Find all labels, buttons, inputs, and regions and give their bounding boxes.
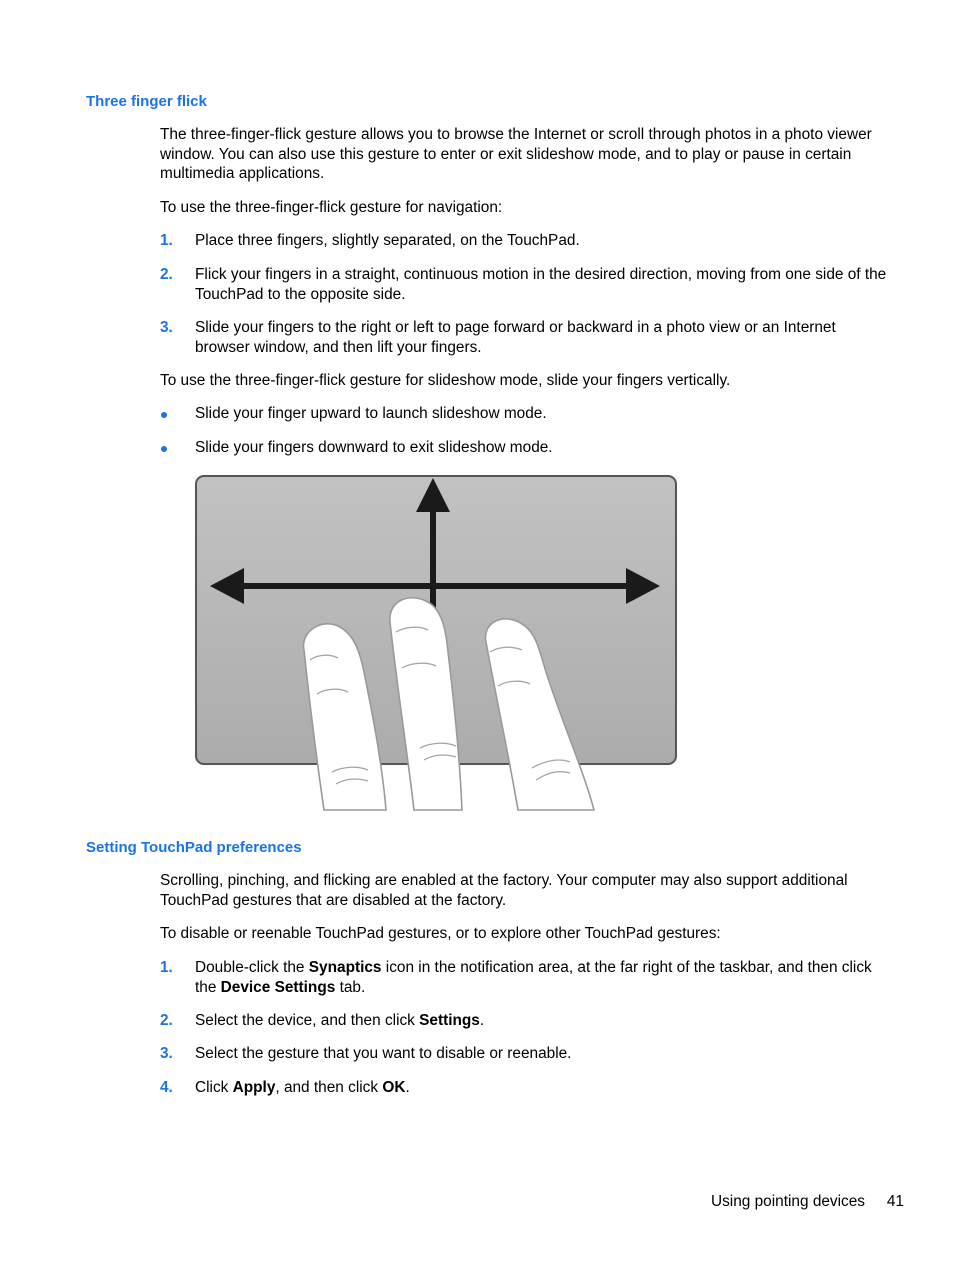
step-text xyxy=(195,1044,890,1064)
device-settings-label: Device Settings xyxy=(220,978,336,996)
steps-intro: To disable or reenable TouchPad gestures, or to explore other TouchPad gestures: xyxy=(160,925,721,942)
step-number: 2. xyxy=(160,1012,173,1029)
list-item xyxy=(160,438,890,458)
bullet-text: Slide your finger upward to launch slideshow mode. xyxy=(195,405,547,422)
three-finger-flick-illustration xyxy=(192,472,680,812)
section-heading-touchpad-preferences: Setting TouchPad preferences xyxy=(86,839,302,856)
step-number: 3. xyxy=(160,1045,173,1062)
step-text-part: tab. xyxy=(335,978,366,996)
step-text-part: . xyxy=(479,1012,485,1029)
list-item xyxy=(160,958,890,997)
step-text-part: , and then click xyxy=(275,1079,383,1096)
step-text-part: Select the gesture that you want to disable or reenable. xyxy=(195,1045,572,1062)
apply-label: Apply xyxy=(232,1079,276,1096)
settings-label: Settings xyxy=(419,1012,480,1029)
step-text xyxy=(195,958,890,997)
ok-label: OK xyxy=(382,1079,406,1096)
step-text: Flick your fingers in a straight, continuous motion in the desired direction, moving from one side of the TouchPad to the opposite side. xyxy=(195,266,887,303)
slideshow-intro: To use the three-finger-flick gesture for slideshow mode, slide your fingers vertically. xyxy=(160,372,731,389)
list-item xyxy=(160,404,890,424)
bullet-icon xyxy=(161,446,167,452)
navigation-intro: To use the three-finger-flick gesture for navigation: xyxy=(160,199,503,216)
step-text-part: icon in the notification area, at the far right of the taskbar, and then click the xyxy=(195,959,872,996)
step-text xyxy=(195,1078,890,1098)
step-text: Slide your fingers to the right or left to page forward or backward in a photo view or an Internet browser window, and then lift your fingers. xyxy=(195,319,836,356)
list-item xyxy=(160,231,890,251)
footer-section-title: Using pointing devices xyxy=(711,1193,865,1210)
step-text-part: Select the device, and then click xyxy=(195,1012,420,1029)
step-text-part: . xyxy=(405,1079,410,1096)
step-text: Place three fingers, slightly separated, on the TouchPad. xyxy=(195,232,580,249)
step-text xyxy=(195,1011,890,1031)
step-number: 2. xyxy=(160,266,173,283)
list-item xyxy=(160,1078,890,1098)
synaptics-label: Synaptics xyxy=(308,959,382,976)
intro-paragraph: Scrolling, pinching, and flicking are enabled at the factory. Your computer may also support additional TouchPad gestures that are disabled at the factory. xyxy=(160,872,848,909)
step-text-part: Click xyxy=(195,1079,233,1096)
list-item xyxy=(160,318,890,357)
step-text-part: Double-click the xyxy=(195,959,309,976)
bullet-icon xyxy=(161,412,167,418)
page-number: 41 xyxy=(886,1193,904,1210)
list-item xyxy=(160,1044,890,1064)
step-number: 4. xyxy=(160,1079,173,1096)
step-number: 1. xyxy=(160,959,173,976)
list-item xyxy=(160,265,890,304)
list-item xyxy=(160,1011,890,1031)
section-heading-three-finger-flick: Three finger flick xyxy=(86,93,207,110)
intro-paragraph: The three-finger-flick gesture allows you to browse the Internet or scroll through photos in a photo viewer window. You can also use this gesture to enter or exit slideshow mode, and to play or pause in certain multimedia applications. xyxy=(160,126,872,182)
step-number: 1. xyxy=(160,232,173,249)
bullet-text: Slide your fingers downward to exit slideshow mode. xyxy=(195,439,553,456)
step-number: 3. xyxy=(160,319,173,336)
